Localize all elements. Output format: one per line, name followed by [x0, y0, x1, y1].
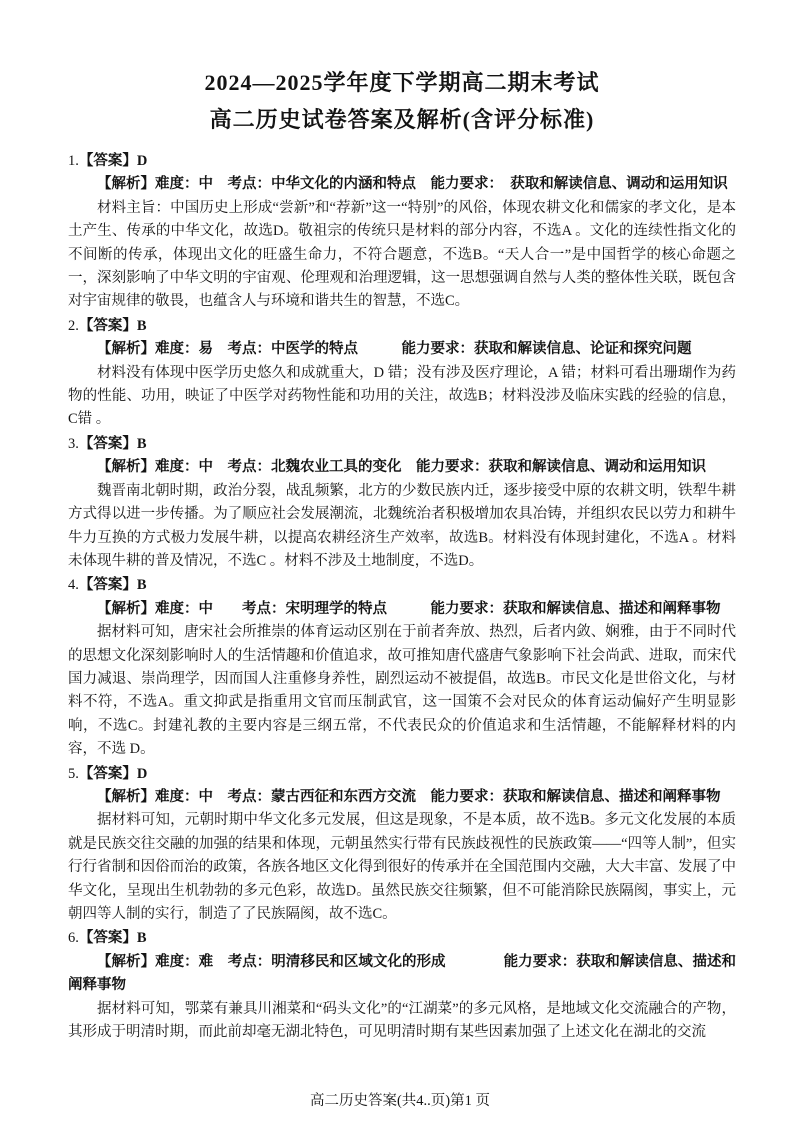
explanation-paragraph: 据材料可知，唐宋社会所推崇的体育运动区别在于前者奔放、热烈，后者内敛、娴雅，由于不同时代的思想文化深刻影响时人的生活情趣和价值追求，故可推知唐代盛唐气象影响下社会尚武、进取，而宋代国力减退、崇尚理学，因而国人注重修身养性，剧烈运动不被提倡，故选B。市民文化是世俗文化，与材料不符，不选A。重文抑武是指重用文官而压制武官，这一国策不会对民众的体育运动偏好产生明显影响，不选C。封建礼教的主要内容是三纲五常，不代表民众的价值追求和生活情趣，不能解释材料的内容，不选 D。	[68, 624, 736, 758]
question-block-5	[68, 763, 736, 927]
explanation-paragraph: 据材料可知，元朝时期中华文化多元发展，但这是现象，不是本质，故不选B。多元文化发展的本质就是民族交往交融的加强的结果和体现，元朝虽然实行带有民族歧视性的民族政策——“四等人制”，但实行行省制和因俗而治的政策，各族各地区文化得到很好的传承并在全国范围内交融，大大丰富、发展了中华文化，呈现出生机勃勃的多元色彩，故选D。虽然民族交往频繁，但不可能消除民族隔阂，事实上，元朝四等人制的实行，制造了了民族隔阂，故不选C。	[68, 812, 736, 922]
answer-line	[68, 433, 736, 456]
question-number: 1.	[68, 153, 79, 169]
answer-label: 【答案】B	[78, 930, 147, 947]
answer-label: 【答案】D	[78, 765, 148, 782]
analysis-line: 【解析】难度：中 考点：宋明理学的特点 能力要求：获取和解读信息、描述和阐释事物	[97, 600, 721, 617]
answer-label: 【答案】D	[78, 153, 148, 169]
analysis-line: 【解析】难度：难 考点：明清移民和区域文化的形成 能力要求：获取和解读信息、描述和阐释事物	[68, 953, 736, 994]
answer-line	[68, 315, 736, 338]
explanation-paragraph: 魏晋南北朝时期，政治分裂，战乱频繁，北方的少数民族内迁，逐步接受中原的农耕文明，铁犁牛耕方式得以进一步传播。为了顺应社会发展潮流，北魏统治者积极增加农具冶铸，并组织农民以劳力和耕牛牛力互换的方式极力发展牛耕，以提高农耕经济生产效率，故选B。材料没有体现封建化，不选A 。材料未体现牛耕的普及情况，不选C 。材料不涉及土地制度，不选D。	[68, 482, 736, 569]
answer-line	[68, 763, 736, 786]
question-block-1	[68, 150, 736, 314]
answer-label: 【答案】B	[78, 317, 147, 334]
page-footer: 高二历史答案(共4..页)第1 页	[309, 1093, 491, 1109]
question-number: 6.	[68, 930, 79, 947]
document-title-line2: 高二历史试卷答案及解析(含评分标准)	[209, 107, 595, 132]
analysis-line: 【解析】难度：中 考点：蒙古西征和东西方交流 能力要求：获取和解读信息、描述和阐释事物	[97, 788, 721, 805]
question-number: 5.	[68, 765, 79, 782]
question-block-2	[68, 315, 736, 432]
question-block-3	[68, 433, 736, 573]
answer-label: 【答案】B	[78, 435, 147, 452]
question-number: 4.	[68, 577, 79, 594]
analysis-line: 【解析】难度：中 考点：北魏农业工具的变化 能力要求：获取和解读信息、调动和运用知识	[97, 459, 706, 476]
answers-content	[68, 150, 736, 1044]
answer-line	[68, 150, 736, 173]
analysis-line: 【解析】难度：易 考点：中医学的特点 能力要求：获取和解读信息、论证和探究问题	[97, 341, 692, 358]
question-block-6	[68, 927, 736, 1044]
explanation-paragraph: 材料没有体现中医学历史悠久和成就重大，D 错；没有涉及医疗理论，A 错；材料可看出珊瑚作为药物的性能、功用，映证了中医学对药物性能和功用的关注，故选B；材料没涉及临床实践的经验的信息，C错 。	[68, 364, 736, 428]
analysis-line: 【解析】难度：中 考点：中华文化的内涵和特点 能力要求： 获取和解读信息、调动和运用知识	[97, 176, 728, 193]
answer-label: 【答案】B	[78, 577, 147, 594]
document-title-line1: 2024—2025学年度下学期高二期末考试	[204, 70, 600, 95]
question-number: 2.	[68, 317, 79, 334]
answer-line	[68, 574, 736, 597]
explanation-paragraph: 材料主旨：中国历史上形成“尝新”和“荐新”这一“特别”的风俗，体现农耕文化和儒家的孝文化，是本土产生、传承的中华文化，故选D。敬祖宗的传统只是材料的部分内容，不选A 。文化的连续性指文化的不间断的传承，体现出文化的旺盛生命力，不符合题意，不选B。“天人合一”是中国哲学的核心命题之一，深刻影响了中华文明的宇宙观、伦理观和治理逻辑，这一思想强调自然与人类的整体性关联，既包含对宇宙规律的敬畏，也蕴含人与环境和谐共生的智慧，不选C。	[68, 199, 736, 310]
question-block-4	[68, 574, 736, 761]
answer-line	[68, 927, 736, 950]
explanation-paragraph: 据材料可知，鄂菜有兼具川湘菜和“码头文化”的“江湖菜”的多元风格，是地域文化交流融合的产物，其形成于明清时期，而此前却毫无湖北特色，可见明清时期有某些因素加强了上述文化在湖北的交流	[68, 1000, 736, 1041]
question-number: 3.	[68, 435, 79, 452]
